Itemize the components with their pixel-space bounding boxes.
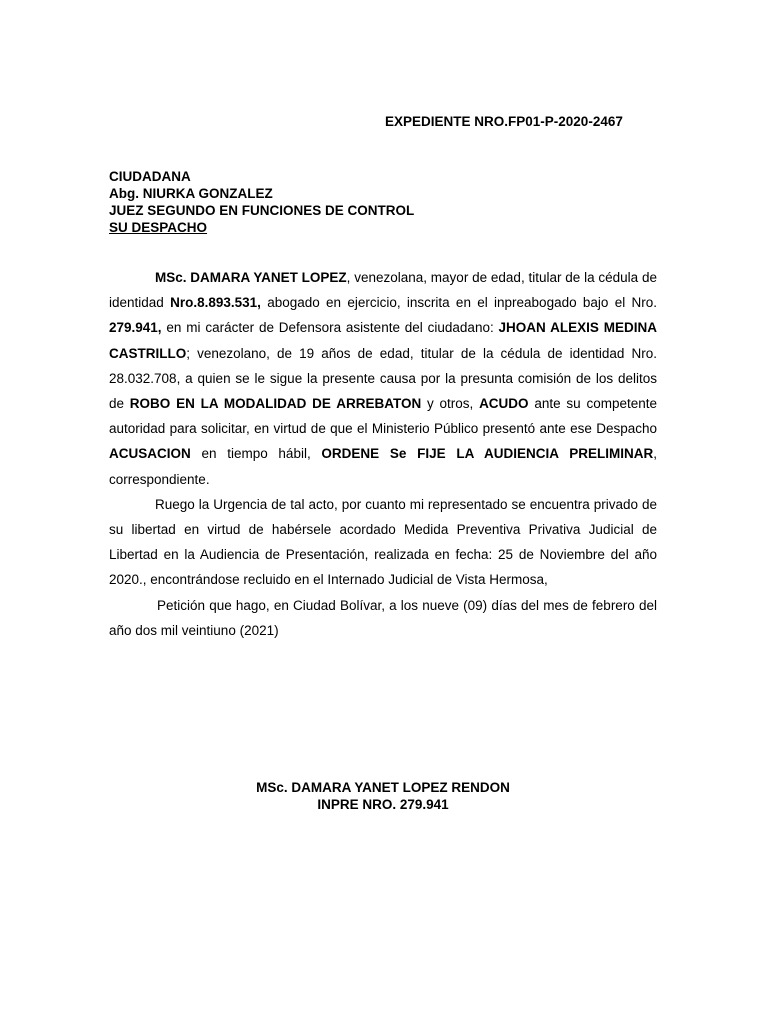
paragraph-urgency: Ruego la Urgencia de tal acto, por cuanto mi representado se encuentra privado de su libertad en virtud de habérsele acordado Medida Preventiva Privativa Judicial de Libertad en la Audiencia de Presentación, realizada en fecha: 25 de Noviembre del año 2020., encontrándose recluido en el Internado Judicial de Vista Hermosa, [109,496,657,588]
text-segment: , correspondiente. [109,446,658,487]
addressee-salutation: CIUDADANA [109,169,191,184]
paragraph-closing: Petición que hago, en Ciudad Bolívar, a los nueve (09) días del mes de febrero del año dos mil veintiuno (2021) [109,597,657,638]
text-segment: y otros, [421,396,480,412]
text-segment: en mi carácter de Defensora asistente del ciudadano: [161,320,499,336]
addressee-name: Abg. NIURKA GONZALEZ [109,186,273,201]
text-segment: ante su competente autoridad para solicitar, en virtud de que el Ministerio Público presentó ante ese Despacho [109,396,657,437]
addressee-office: SU DESPACHO [109,220,208,235]
acudo-word: ACUDO [479,396,529,412]
text-segment: , venezolana, mayor de edad, titular de la cédula de identidad [109,270,657,311]
acusacion-word: ACUSACION [109,446,191,462]
addressee-title: JUEZ SEGUNDO EN FUNCIONES DE CONTROL [109,203,415,218]
letter-body [109,265,657,643]
hearing-request: ORDENE Se FIJE LA AUDIENCIA PRELIMINAR [321,446,654,462]
inpre-number: 279.941, [109,320,162,336]
case-number-heading: EXPEDIENTE NRO.FP01-P-2020-2467 [385,114,623,129]
text-segment: abogado en ejercicio, inscrita en el inpreabogado bajo el Nro. [260,295,657,311]
text-segment: ; venezolano, de 19 años de edad, titular de la cédula de identidad Nro. 28.032.708, a quien se le sigue la presente causa por la presunta comisión de los delitos de [109,345,657,412]
signatory-inpre: INPRE NRO. 279.941 [317,797,449,812]
signature-block [109,779,657,813]
defendant-name: JHOAN ALEXIS MEDINA CASTRILLO [109,320,657,361]
attorney-name: MSc. DAMARA YANET LOPEZ [155,270,347,285]
addressee-block [109,168,414,236]
text-segment: en tiempo hábil, [190,446,322,462]
signatory-name: MSc. DAMARA YANET LOPEZ RENDON [256,780,510,795]
offense-name: ROBO EN LA MODALIDAD DE ARREBATON [129,396,422,412]
paragraph-request [109,265,657,492]
attorney-id-number: Nro.8.893.531, [170,295,261,311]
